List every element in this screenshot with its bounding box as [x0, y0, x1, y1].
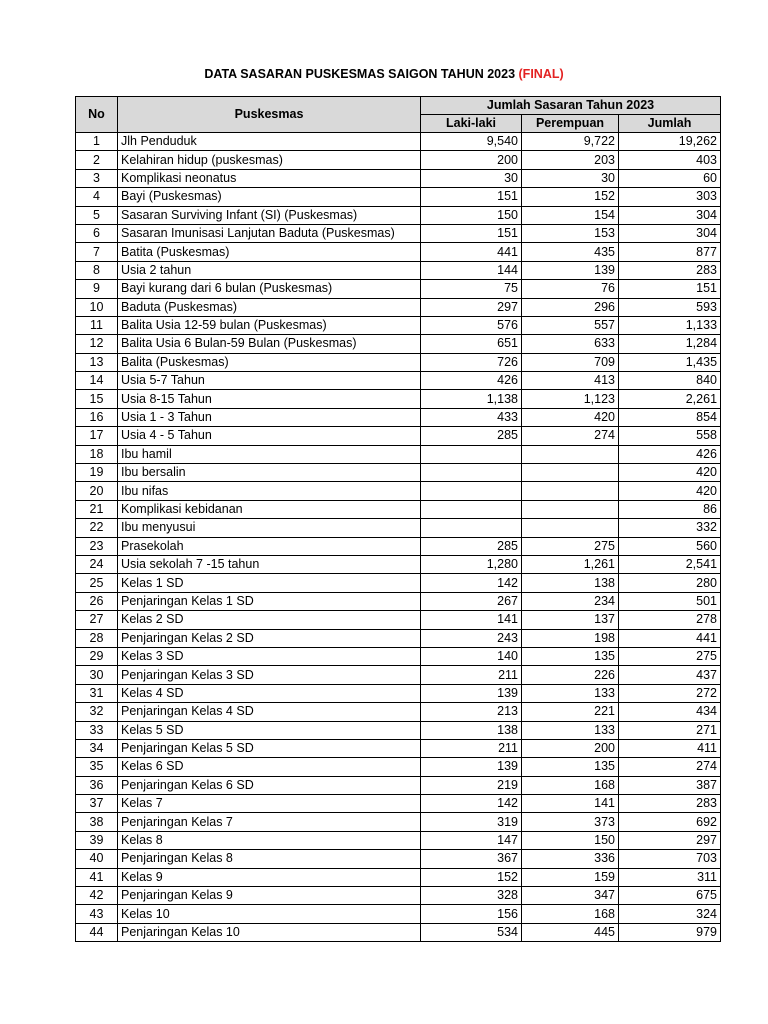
- row-laki-laki: 152: [421, 868, 522, 886]
- row-jumlah: 420: [619, 464, 721, 482]
- title-main: DATA SASARAN PUSKESMAS SAIGON TAHUN 2023: [204, 67, 519, 81]
- row-jumlah: 19,262: [619, 133, 721, 151]
- row-number: 6: [76, 224, 118, 242]
- table-body: [76, 133, 721, 942]
- row-perempuan: 373: [522, 813, 619, 831]
- row-laki-laki: 200: [421, 151, 522, 169]
- row-laki-laki: 651: [421, 335, 522, 353]
- row-jumlah: 692: [619, 813, 721, 831]
- row-name: Bayi kurang dari 6 bulan (Puskesmas): [118, 280, 421, 298]
- row-jumlah: 877: [619, 243, 721, 261]
- row-number: 21: [76, 500, 118, 518]
- row-number: 7: [76, 243, 118, 261]
- table-row: [76, 261, 721, 279]
- row-name: Komplikasi kebidanan: [118, 500, 421, 518]
- row-laki-laki: 156: [421, 905, 522, 923]
- table-row: [76, 850, 721, 868]
- table-row: [76, 611, 721, 629]
- row-perempuan: 154: [522, 206, 619, 224]
- row-number: 2: [76, 151, 118, 169]
- table-row: [76, 316, 721, 334]
- row-jumlah: 840: [619, 372, 721, 390]
- row-jumlah: 1,133: [619, 316, 721, 334]
- row-jumlah: 2,541: [619, 555, 721, 573]
- row-number: 35: [76, 758, 118, 776]
- row-laki-laki: 151: [421, 188, 522, 206]
- row-perempuan: 135: [522, 758, 619, 776]
- row-perempuan: 633: [522, 335, 619, 353]
- table-row: [76, 151, 721, 169]
- row-laki-laki: 297: [421, 298, 522, 316]
- row-name: Ibu nifas: [118, 482, 421, 500]
- row-perempuan: 226: [522, 666, 619, 684]
- row-number: 34: [76, 739, 118, 757]
- row-perempuan: 200: [522, 739, 619, 757]
- row-laki-laki: 576: [421, 316, 522, 334]
- title-final-tag: (FINAL): [518, 67, 564, 81]
- table-row: [76, 408, 721, 426]
- row-jumlah: 1,435: [619, 353, 721, 371]
- row-name: Jlh Penduduk: [118, 133, 421, 151]
- row-number: 32: [76, 703, 118, 721]
- table-row: [76, 464, 721, 482]
- row-jumlah: 426: [619, 445, 721, 463]
- row-jumlah: 275: [619, 647, 721, 665]
- row-name: Kelas 10: [118, 905, 421, 923]
- table-row: [76, 795, 721, 813]
- row-perempuan: 557: [522, 316, 619, 334]
- table-row: [76, 739, 721, 757]
- table-row: [76, 519, 721, 537]
- table-row: [76, 445, 721, 463]
- row-laki-laki: 144: [421, 261, 522, 279]
- table-row: [76, 574, 721, 592]
- row-laki-laki: [421, 445, 522, 463]
- row-name: Batita (Puskesmas): [118, 243, 421, 261]
- row-perempuan: 420: [522, 408, 619, 426]
- row-perempuan: 1,123: [522, 390, 619, 408]
- row-perempuan: 138: [522, 574, 619, 592]
- row-jumlah: 324: [619, 905, 721, 923]
- table-row: [76, 372, 721, 390]
- row-number: 15: [76, 390, 118, 408]
- row-name: Penjaringan Kelas 5 SD: [118, 739, 421, 757]
- table-row: [76, 482, 721, 500]
- table-row: [76, 280, 721, 298]
- row-perempuan: 159: [522, 868, 619, 886]
- row-laki-laki: 150: [421, 206, 522, 224]
- row-name: Bayi (Puskesmas): [118, 188, 421, 206]
- row-number: 10: [76, 298, 118, 316]
- row-name: Penjaringan Kelas 2 SD: [118, 629, 421, 647]
- row-perempuan: 1,261: [522, 555, 619, 573]
- row-number: 5: [76, 206, 118, 224]
- row-name: Baduta (Puskesmas): [118, 298, 421, 316]
- row-laki-laki: 243: [421, 629, 522, 647]
- table-row: [76, 537, 721, 555]
- row-perempuan: 135: [522, 647, 619, 665]
- row-perempuan: 435: [522, 243, 619, 261]
- row-number: 17: [76, 427, 118, 445]
- table-row: [76, 298, 721, 316]
- row-jumlah: 280: [619, 574, 721, 592]
- row-number: 4: [76, 188, 118, 206]
- row-number: 19: [76, 464, 118, 482]
- row-jumlah: 332: [619, 519, 721, 537]
- row-perempuan: 413: [522, 372, 619, 390]
- row-laki-laki: 426: [421, 372, 522, 390]
- row-name: Kelas 1 SD: [118, 574, 421, 592]
- header-no: No: [76, 97, 118, 133]
- row-laki-laki: 147: [421, 831, 522, 849]
- row-number: 16: [76, 408, 118, 426]
- table-row: [76, 923, 721, 941]
- row-laki-laki: 142: [421, 574, 522, 592]
- row-laki-laki: 138: [421, 721, 522, 739]
- row-laki-laki: 141: [421, 611, 522, 629]
- row-name: Penjaringan Kelas 6 SD: [118, 776, 421, 794]
- row-jumlah: 403: [619, 151, 721, 169]
- row-perempuan: 137: [522, 611, 619, 629]
- row-perempuan: 9,722: [522, 133, 619, 151]
- row-jumlah: 558: [619, 427, 721, 445]
- row-jumlah: 593: [619, 298, 721, 316]
- row-name: Kelas 6 SD: [118, 758, 421, 776]
- row-jumlah: 278: [619, 611, 721, 629]
- row-number: 42: [76, 887, 118, 905]
- row-name: Kelas 5 SD: [118, 721, 421, 739]
- row-number: 28: [76, 629, 118, 647]
- row-perempuan: 133: [522, 684, 619, 702]
- table-row: [76, 188, 721, 206]
- row-name: Penjaringan Kelas 4 SD: [118, 703, 421, 721]
- row-jumlah: 297: [619, 831, 721, 849]
- table-header: [76, 97, 721, 133]
- row-laki-laki: 285: [421, 427, 522, 445]
- row-laki-laki: [421, 500, 522, 518]
- row-number: 24: [76, 555, 118, 573]
- row-number: 26: [76, 592, 118, 610]
- row-number: 18: [76, 445, 118, 463]
- row-name: Kelas 4 SD: [118, 684, 421, 702]
- row-number: 33: [76, 721, 118, 739]
- row-laki-laki: 75: [421, 280, 522, 298]
- row-perempuan: 133: [522, 721, 619, 739]
- row-perempuan: 168: [522, 776, 619, 794]
- row-name: Prasekolah: [118, 537, 421, 555]
- header-laki-laki: Laki-laki: [421, 115, 522, 133]
- table-row: [76, 813, 721, 831]
- header-jumlah: Jumlah: [619, 115, 721, 133]
- row-number: 3: [76, 169, 118, 187]
- header-perempuan: Perempuan: [522, 115, 619, 133]
- row-number: 11: [76, 316, 118, 334]
- row-jumlah: 675: [619, 887, 721, 905]
- row-name: Balita Usia 6 Bulan-59 Bulan (Puskesmas): [118, 335, 421, 353]
- row-jumlah: 60: [619, 169, 721, 187]
- row-name: Penjaringan Kelas 7: [118, 813, 421, 831]
- row-perempuan: [522, 464, 619, 482]
- row-number: 44: [76, 923, 118, 941]
- row-number: 1: [76, 133, 118, 151]
- table-row: [76, 206, 721, 224]
- table-row: [76, 629, 721, 647]
- row-name: Usia 5-7 Tahun: [118, 372, 421, 390]
- row-jumlah: 303: [619, 188, 721, 206]
- row-number: 20: [76, 482, 118, 500]
- table-row: [76, 776, 721, 794]
- table-row: [76, 335, 721, 353]
- table-row: [76, 390, 721, 408]
- row-number: 38: [76, 813, 118, 831]
- row-name: Usia 1 - 3 Tahun: [118, 408, 421, 426]
- row-laki-laki: 140: [421, 647, 522, 665]
- row-number: 39: [76, 831, 118, 849]
- row-perempuan: 152: [522, 188, 619, 206]
- row-perempuan: 234: [522, 592, 619, 610]
- table-row: [76, 592, 721, 610]
- row-laki-laki: 319: [421, 813, 522, 831]
- table-row: [76, 169, 721, 187]
- table-row: [76, 703, 721, 721]
- row-number: 13: [76, 353, 118, 371]
- row-jumlah: 283: [619, 261, 721, 279]
- table-row: [76, 500, 721, 518]
- row-name: Usia sekolah 7 -15 tahun: [118, 555, 421, 573]
- row-laki-laki: 441: [421, 243, 522, 261]
- row-perempuan: 709: [522, 353, 619, 371]
- table-row: [76, 133, 721, 151]
- row-laki-laki: 142: [421, 795, 522, 813]
- row-perempuan: 168: [522, 905, 619, 923]
- row-laki-laki: 1,138: [421, 390, 522, 408]
- row-name: Kelas 7: [118, 795, 421, 813]
- row-name: Penjaringan Kelas 10: [118, 923, 421, 941]
- row-name: Penjaringan Kelas 9: [118, 887, 421, 905]
- row-laki-laki: 285: [421, 537, 522, 555]
- row-laki-laki: 213: [421, 703, 522, 721]
- row-laki-laki: 1,280: [421, 555, 522, 573]
- row-name: Sasaran Surviving Infant (SI) (Puskesmas): [118, 206, 421, 224]
- row-laki-laki: 9,540: [421, 133, 522, 151]
- row-laki-laki: 328: [421, 887, 522, 905]
- row-name: Usia 8-15 Tahun: [118, 390, 421, 408]
- row-perempuan: 141: [522, 795, 619, 813]
- row-number: 22: [76, 519, 118, 537]
- row-jumlah: 283: [619, 795, 721, 813]
- row-laki-laki: 367: [421, 850, 522, 868]
- row-laki-laki: 139: [421, 684, 522, 702]
- row-jumlah: 560: [619, 537, 721, 555]
- row-laki-laki: 534: [421, 923, 522, 941]
- row-name: Ibu menyusui: [118, 519, 421, 537]
- row-perempuan: [522, 482, 619, 500]
- row-number: 43: [76, 905, 118, 923]
- row-name: Kelas 2 SD: [118, 611, 421, 629]
- row-perempuan: 347: [522, 887, 619, 905]
- row-perempuan: 139: [522, 261, 619, 279]
- row-number: 29: [76, 647, 118, 665]
- row-name: Penjaringan Kelas 1 SD: [118, 592, 421, 610]
- row-jumlah: 2,261: [619, 390, 721, 408]
- row-jumlah: 274: [619, 758, 721, 776]
- row-number: 27: [76, 611, 118, 629]
- row-perempuan: 275: [522, 537, 619, 555]
- row-jumlah: 437: [619, 666, 721, 684]
- row-laki-laki: 211: [421, 666, 522, 684]
- row-laki-laki: 30: [421, 169, 522, 187]
- row-jumlah: 1,284: [619, 335, 721, 353]
- row-name: Kelas 9: [118, 868, 421, 886]
- row-laki-laki: 211: [421, 739, 522, 757]
- table-row: [76, 868, 721, 886]
- table-row: [76, 647, 721, 665]
- target-data-table: [75, 96, 721, 942]
- row-name: Usia 4 - 5 Tahun: [118, 427, 421, 445]
- row-jumlah: 979: [619, 923, 721, 941]
- row-name: Komplikasi neonatus: [118, 169, 421, 187]
- table-row: [76, 831, 721, 849]
- row-jumlah: 304: [619, 206, 721, 224]
- table-row: [76, 758, 721, 776]
- table-row: [76, 684, 721, 702]
- row-name: Penjaringan Kelas 8: [118, 850, 421, 868]
- row-name: Usia 2 tahun: [118, 261, 421, 279]
- row-perempuan: 150: [522, 831, 619, 849]
- table-row: [76, 243, 721, 261]
- row-laki-laki: [421, 482, 522, 500]
- row-jumlah: 703: [619, 850, 721, 868]
- row-name: Balita (Puskesmas): [118, 353, 421, 371]
- table-row: [76, 224, 721, 242]
- row-jumlah: 387: [619, 776, 721, 794]
- row-number: 23: [76, 537, 118, 555]
- row-number: 25: [76, 574, 118, 592]
- row-number: 30: [76, 666, 118, 684]
- row-perempuan: 153: [522, 224, 619, 242]
- row-perempuan: 221: [522, 703, 619, 721]
- row-jumlah: 86: [619, 500, 721, 518]
- row-laki-laki: 219: [421, 776, 522, 794]
- table-row: [76, 887, 721, 905]
- row-number: 8: [76, 261, 118, 279]
- row-name: Ibu hamil: [118, 445, 421, 463]
- row-number: 41: [76, 868, 118, 886]
- row-name: Kelas 8: [118, 831, 421, 849]
- table-row: [76, 427, 721, 445]
- table-row: [76, 905, 721, 923]
- row-jumlah: 304: [619, 224, 721, 242]
- row-perempuan: 76: [522, 280, 619, 298]
- row-number: 36: [76, 776, 118, 794]
- row-perempuan: 336: [522, 850, 619, 868]
- row-jumlah: 411: [619, 739, 721, 757]
- row-laki-laki: 267: [421, 592, 522, 610]
- row-number: 37: [76, 795, 118, 813]
- row-number: 9: [76, 280, 118, 298]
- row-name: Kelas 3 SD: [118, 647, 421, 665]
- row-perempuan: [522, 445, 619, 463]
- row-laki-laki: [421, 464, 522, 482]
- row-jumlah: 854: [619, 408, 721, 426]
- row-jumlah: 272: [619, 684, 721, 702]
- row-perempuan: 203: [522, 151, 619, 169]
- header-puskesmas: Puskesmas: [118, 97, 421, 133]
- row-perempuan: 274: [522, 427, 619, 445]
- row-name: Kelahiran hidup (puskesmas): [118, 151, 421, 169]
- row-perempuan: 445: [522, 923, 619, 941]
- row-jumlah: 420: [619, 482, 721, 500]
- row-laki-laki: 433: [421, 408, 522, 426]
- row-number: 14: [76, 372, 118, 390]
- document-title: [0, 67, 768, 81]
- row-perempuan: 30: [522, 169, 619, 187]
- row-jumlah: 434: [619, 703, 721, 721]
- row-number: 31: [76, 684, 118, 702]
- row-name: Balita Usia 12-59 bulan (Puskesmas): [118, 316, 421, 334]
- row-name: Penjaringan Kelas 3 SD: [118, 666, 421, 684]
- row-jumlah: 271: [619, 721, 721, 739]
- row-name: Sasaran Imunisasi Lanjutan Baduta (Puskesmas): [118, 224, 421, 242]
- table-row: [76, 721, 721, 739]
- row-perempuan: [522, 519, 619, 537]
- row-jumlah: 311: [619, 868, 721, 886]
- row-perempuan: [522, 500, 619, 518]
- header-group: Jumlah Sasaran Tahun 2023: [421, 97, 721, 115]
- row-laki-laki: [421, 519, 522, 537]
- row-name: Ibu bersalin: [118, 464, 421, 482]
- row-laki-laki: 139: [421, 758, 522, 776]
- row-jumlah: 151: [619, 280, 721, 298]
- row-laki-laki: 151: [421, 224, 522, 242]
- table-row: [76, 353, 721, 371]
- row-jumlah: 501: [619, 592, 721, 610]
- row-laki-laki: 726: [421, 353, 522, 371]
- table-row: [76, 666, 721, 684]
- row-number: 12: [76, 335, 118, 353]
- table-row: [76, 555, 721, 573]
- row-perempuan: 296: [522, 298, 619, 316]
- row-perempuan: 198: [522, 629, 619, 647]
- row-number: 40: [76, 850, 118, 868]
- row-jumlah: 441: [619, 629, 721, 647]
